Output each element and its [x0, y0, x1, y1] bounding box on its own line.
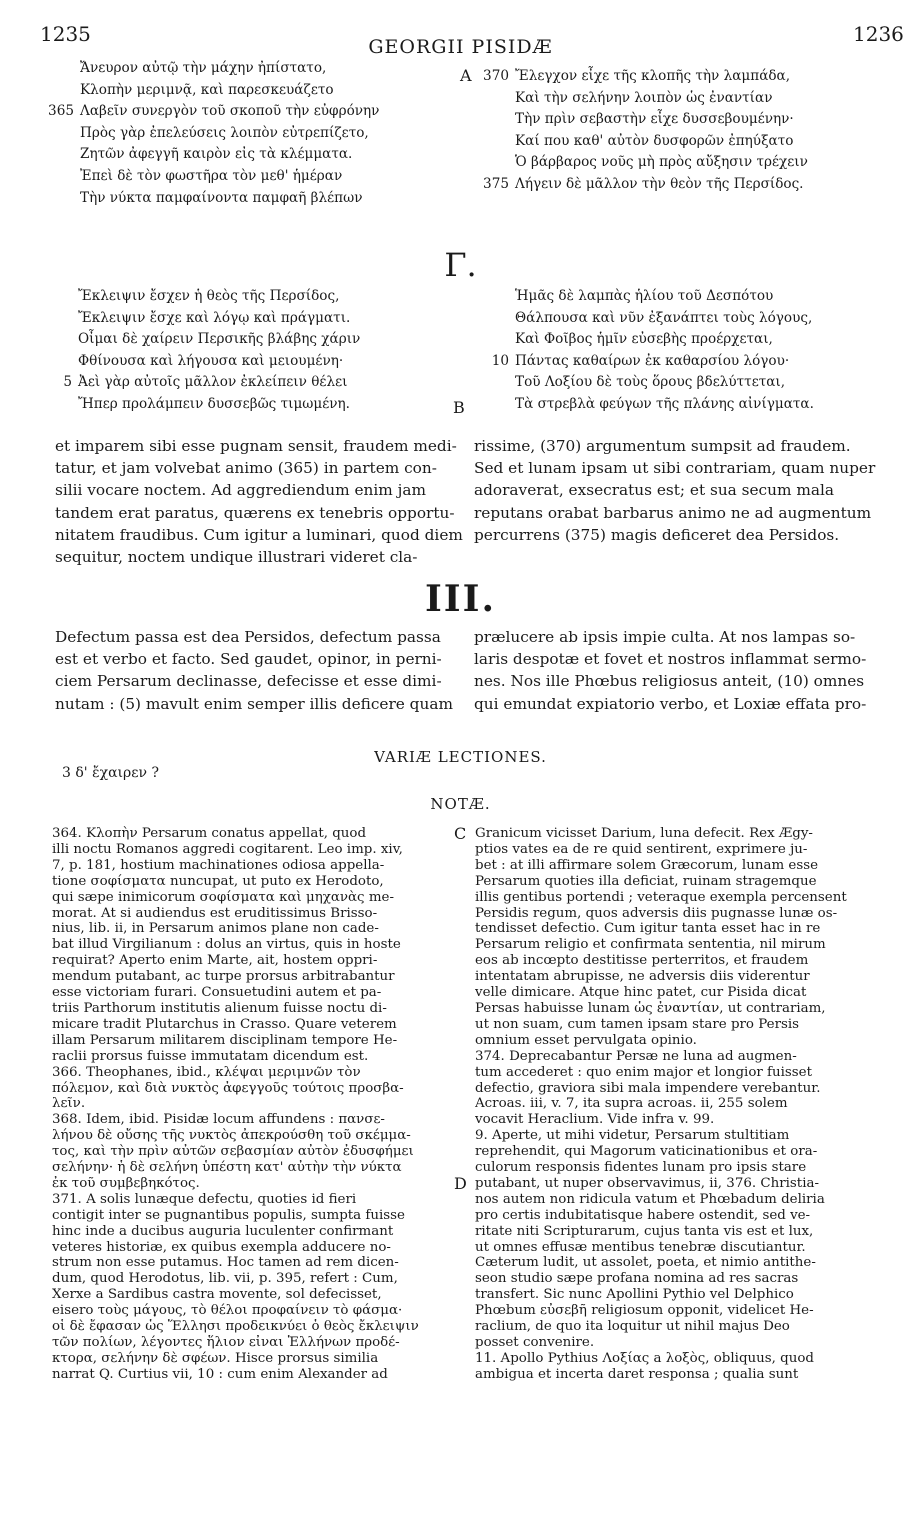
margin-letter-b: B [453, 398, 465, 417]
verse-text: Ὁ βάρβαρος νοῦς μὴ πρὸς αὔξησιν τρέχειν [515, 154, 808, 171]
note-line: pro certis indubitatisque habere ostendit, sed ve- [475, 1207, 811, 1223]
note-line: bat illud Virgilianum : dolus an virtus, quis in hoste [52, 937, 401, 953]
verse-text: Καὶ τὴν σελήνην λοιπὸν ὡς ἐναντίαν [515, 89, 773, 106]
verse-text: Λαβεῖν συνεργὸν τοῦ σκοποῦ τὴν εὐφρόνην [80, 103, 380, 120]
verse-line [515, 329, 814, 351]
note-line: vocavit Heraclium. Vide infra v. 99. [475, 1112, 715, 1128]
verse-text: Φθίνουσα καὶ λήγουσα καὶ μειουμένη· [78, 352, 344, 369]
note-line: 374. Deprecabantur Persæ ne luna ad augmen- [475, 1048, 797, 1064]
note-line: nius, lib. ii, in Persarum animos plane non cade- [52, 921, 379, 937]
verse-line [78, 351, 360, 373]
prose-line: rissime, (370) argumentum sumpsit ad fraudem. [474, 437, 851, 455]
verse-number: 5 [63, 374, 72, 391]
latin-translation-2-left [55, 626, 453, 715]
note-line: Granicum vicisset Darium, luna defecit. Rex Ægy- [475, 826, 813, 841]
note-line: tione σοφίσματα nuncupat, ut puto ex Herodoto, [52, 873, 384, 889]
verse-line [80, 144, 379, 166]
verse-text: Ἤπερ προλάμπειν δυσσεβῶς τιμωμένη. [78, 395, 350, 412]
verse-number: 375 [483, 175, 509, 192]
verse-text: Ἡμᾶς δὲ λαμπὰς ἡλίου τοῦ Δεσπότου [515, 288, 774, 304]
verse-line [483, 66, 808, 88]
verse-text: Κλοπὴν μεριμνᾷ, καὶ παρεσκευάζετο [80, 81, 334, 98]
section-gamma-heading: Γ. [444, 246, 477, 284]
note-line: 364. Κλοπὴν Persarum conatus appellat, quod [52, 826, 367, 841]
note-line: raclium, de quo ita loquitur ut nihil majus Deo [475, 1319, 790, 1335]
note-line: Persidis regum, quos adversis diis pugnasse lunæ os- [475, 905, 838, 921]
verse-line [78, 329, 360, 351]
note-line: tendisset defectio. Cum igitur tanta esset hac in re [475, 921, 821, 937]
note-line: 371. A solis lunæque defectu, quoties id fieri [52, 1191, 357, 1207]
greek-verses-top-right [483, 66, 808, 196]
note-line: ἐκ τοῦ συμβεβηκότος. [52, 1175, 200, 1191]
verse-text: Ἄνευρον αὐτῷ τὴν μάχην ἠπίστατο, [80, 60, 327, 76]
note-line: ritate niti Scripturarum, cujus tanta vis est et lux, [475, 1223, 814, 1239]
note-line: velle dimicare. Atque hinc patet, cur Pisida dicat [475, 985, 807, 1001]
prose-line: nutam : (5) mavult enim semper illis deficere quam [55, 694, 453, 713]
verse-line [515, 308, 814, 330]
note-line: κτορα, σελήνην δὲ σφέων. Hisce prorsus similia [52, 1350, 379, 1366]
note-line: qui sæpe inimicorum σοφίσματα καὶ μηχανὰς me- [52, 889, 394, 905]
verse-text: Τοῦ Λοξίου δὲ τοὺς ὅρους βδελύττεται, [515, 374, 786, 391]
verse-text: Ἔλεγχον εἶχε τῆς κλοπῆς τὴν λαμπάδα, [515, 68, 791, 84]
note-line: defectio, graviora sibi mala impendere verebantur. [475, 1080, 821, 1096]
verse-line [78, 394, 360, 416]
note-line: τος, καὶ τὴν πρὶν αὐτῶν σεβασμίαν αὐτὸν ἐδυσφήμει [52, 1144, 414, 1160]
verse-line [515, 131, 808, 153]
right-page-number: 1236 [853, 22, 904, 46]
verse-text: Οἶμαι δὲ χαίρειν Περσικῆς βλάβης χάριν [78, 331, 361, 348]
note-line: dum, quod Herodotus, lib. vii, p. 395, refert : Cum, [52, 1271, 398, 1287]
note-line: ut non suam, cum tamen ipsam stare pro Persis [475, 1016, 799, 1032]
note-line: intentatam abrupisse, ne adversis diis viderentur [475, 969, 810, 985]
verse-line [515, 88, 808, 110]
note-line: veteres historiæ, ex quibus exempla adducere no- [52, 1239, 391, 1255]
note-line: 11. Apollo Pythius Λοξίας a λοξὸς, obliquus, quod [475, 1350, 814, 1366]
note-line: τῶν πολίων, λέγοντες ἥλιον εἶναι Ἑλλήνων προδέ- [52, 1335, 400, 1350]
latin-translation-1-left [55, 435, 463, 568]
verse-line [515, 372, 814, 394]
latin-translation-1-right [474, 435, 884, 546]
verse-number: 10 [491, 352, 509, 369]
note-line: 366. Theophanes, ibid., κλέψαι μεριμνῶν τὸν [52, 1064, 361, 1080]
verse-line [80, 123, 379, 145]
note-line: illam Persarum militarem disciplinam tempore He- [52, 1032, 398, 1048]
verse-line [491, 351, 814, 373]
verse-line [80, 58, 379, 80]
prose-line: sequitur, noctem undique illustrari videret cla- [55, 548, 418, 567]
note-line: triis Parthorum institutis alienum fuisse noctu di- [52, 1000, 387, 1016]
note-line: bet : at illi affirmare solem Græcorum, lunam esse [475, 857, 818, 873]
note-line: Acroas. iii, v. 7, ita supra acroas. ii, 255 solem [475, 1096, 788, 1112]
note-line: requirat? Aperto enim Marte, ait, hostem oppri- [52, 953, 378, 969]
note-line: οἱ δὲ ἔφασαν ὡς Ἕλλησι προδεικνύει ὁ θεὸς ἔκλειψιν [52, 1319, 419, 1335]
note-line: Cæterum ludit, ut assolet, poeta, et nimio antithe- [475, 1255, 816, 1271]
verse-text: Ἀεὶ γὰρ αὐτοῖς μᾶλλον ἐκλείπειν θέλει [78, 374, 348, 391]
verse-line [48, 101, 380, 123]
verse-text: Θάλπουσα καὶ νῦν ἐξανάπτει τοὺς λόγους, [515, 309, 813, 326]
note-line: seon studio sæpe profana nomina ad res sacras [475, 1271, 799, 1287]
margin-letter-a: A [460, 66, 472, 85]
verse-line [515, 109, 808, 131]
note-line: strum non esse putamus. Hoc tamen ad rem dicen- [52, 1255, 399, 1271]
greek-verses-top-left [48, 58, 380, 209]
verse-text: Ἐπεὶ δὲ τὸν φωστῆρα τὸν μεθ' ἡμέραν [80, 167, 343, 184]
note-line: mendum putabant, ac turpe prorsus arbitrabantur [52, 969, 395, 985]
note-line: ptios vates ea de re quid sentirent, exprimere ju- [475, 841, 808, 857]
note-line: micare tradit Plutarchus in Crasso. Quare veterem [52, 1016, 397, 1032]
variant-reading: 3 δ' ἔχαιρεν ? [62, 765, 159, 781]
greek-verses-mid-left [63, 286, 361, 416]
verse-text: Πάντας καθαίρων ἐκ καθαρσίου λόγου· [515, 352, 790, 369]
notes-right-column [475, 826, 885, 1383]
note-line: Phœbum εὐσεβῆ religiosum opponit, videlicet He- [475, 1303, 814, 1319]
note-line: posset convenire. [475, 1335, 595, 1350]
verse-line [515, 394, 814, 416]
prose-line: et imparem sibi esse pugnam sensit, fraudem medi- [55, 437, 457, 455]
verse-line [63, 372, 360, 394]
prose-line: Sed et lunam ipsam ut sibi contrariam, quam nuper [474, 459, 876, 478]
running-title: GEORGII PISIDÆ [368, 36, 553, 58]
verse-text: Ζητῶν ἀφεγγῆ καιρὸν εἰς τὰ κλέμματα. [80, 146, 353, 163]
verse-number: 370 [483, 68, 509, 84]
verse-text: Τὴν πρὶν σεβαστὴν εἶχε δυσσεβουμένην· [515, 111, 794, 128]
verse-line [80, 166, 379, 188]
section-iii-heading: III. [424, 578, 497, 620]
verse-line [80, 188, 379, 210]
note-line: contigit inter se pugnantibus populis, sumpta fuisse [52, 1207, 405, 1223]
note-line: 9. Aperte, ut mihi videtur, Persarum stultitiam [475, 1128, 790, 1144]
prose-line: nitatem fraudibus. Cum igitur a luminari, quod diem [55, 525, 463, 544]
note-line: 7, p. 181, hostium machinationes odiosa appella- [52, 857, 385, 873]
verse-text: Ἔκλειψιν ἔσχεν ἡ θεὸς τῆς Περσίδος, [78, 288, 340, 304]
note-line: Persarum religio et confirmata sententia, nil mirum [475, 937, 826, 953]
notae-heading: NOTÆ. [430, 795, 491, 813]
note-line: putabant, ut nuper observavimus, ii, 376. Christia- [475, 1175, 819, 1191]
greek-verses-mid-right [491, 286, 814, 416]
verse-number: 365 [48, 103, 74, 120]
prose-line: reputans orabat barbarus animo ne ad augmentum [474, 503, 872, 522]
note-line: Xerxe a Sardibus castra movente, sol defecisset, [52, 1287, 382, 1303]
verse-line [78, 286, 360, 308]
verse-line [80, 80, 379, 102]
verse-line [515, 286, 814, 308]
prose-line: prælucere ab ipsis impie culta. At nos lampas so- [474, 628, 856, 646]
note-line: culorum responsis fidentes lunam pro ipsis stare [475, 1160, 807, 1176]
note-line: narrat Q. Curtius vii, 10 : cum enim Alexander ad [52, 1366, 388, 1382]
prose-line: percurrens (375) magis deficeret dea Persidos. [474, 525, 840, 544]
verse-text: Λήγειν δὲ μᾶλλον τὴν θεὸν τῆς Περσίδος. [515, 175, 804, 192]
note-line: reprehendit, qui Magorum vaticinationibus et ora- [475, 1144, 818, 1160]
note-line: σελήνην· ἡ δὲ σελήνη ὑπέστη κατ' αὐτὴν τὴν νύκτα [52, 1160, 402, 1176]
left-page-number: 1235 [40, 22, 91, 46]
note-line: 368. Idem, ibid. Pisidæ locum affundens : πανσε- [52, 1112, 385, 1128]
prose-line: tatur, et jam volvebat animo (365) in partem con- [55, 459, 437, 478]
note-line: ut omnes effusæ mentibus tenebræ discutiantur. [475, 1239, 806, 1255]
note-line: πόλεμον, καὶ διὰ νυκτὸς ἀφεγγοῦς τούτοις προσβα- [52, 1080, 404, 1096]
prose-line: tandem erat paratus, quærens ex tenebris opportu- [55, 503, 455, 522]
prose-line: silii vocare noctem. Ad aggrediendum enim jam [55, 481, 427, 500]
variae-lectiones-heading: VARIÆ LECTIONES. [374, 748, 547, 766]
verse-text: Ἔκλειψιν ἔσχε καὶ λόγῳ καὶ πράγματι. [78, 309, 351, 326]
verse-text: Τὴν νύκτα παμφαίνοντα παμφαῆ βλέπων [80, 189, 363, 206]
note-line: ambigua et incerta daret responsa ; qualia sunt [475, 1366, 799, 1382]
note-line: λεῖν. [52, 1096, 86, 1112]
margin-letter-d: D [454, 1174, 467, 1193]
note-line: esse victoriam furari. Consuetudini autem et pa- [52, 985, 382, 1001]
note-line: raclii prorsus fuisse immutatam dicendum est. [52, 1048, 369, 1064]
latin-translation-2-right [474, 626, 884, 715]
verse-text: Πρὸς γὰρ ἐπελεύσεις λοιπὸν εὐτρεπίζετο, [80, 124, 369, 141]
verse-text: Καὶ Φοῖβος ἡμῖν εὐσεβὴς προέρχεται, [515, 331, 773, 348]
prose-line: nes. Nos ille Phœbus religiosus anteit, (10) omnes [474, 672, 865, 691]
note-line: omnium esset pervulgata opinio. [475, 1032, 697, 1048]
note-line: transfert. Sic nunc Apollini Pythio vel Delphico [475, 1287, 794, 1303]
verse-line [78, 308, 360, 330]
margin-letter-c: C [454, 824, 467, 843]
prose-line: est et verbo et facto. Sed gaudet, opinor, in perni- [55, 650, 442, 669]
verse-text: Τὰ στρεβλὰ φεύγων τῆς πλάνης αἰνίγματα. [515, 395, 814, 412]
note-line: morat. At si audiendus est eruditissimus Brisso- [52, 905, 378, 921]
note-line: eos ab incœpto destitisse perterritos, et fraudem [475, 953, 809, 969]
prose-line: ciem Persarum declinasse, defecisse et esse dimi- [55, 672, 442, 691]
prose-line: laris despotæ et fovet et nostros inflammat sermo- [474, 650, 867, 669]
prose-line: qui emundat expiatorio verbo, et Loxiæ effata pro- [474, 694, 867, 713]
verse-line [483, 174, 808, 196]
note-line: Persarum quoties illa deficiat, ruinam stragemque [475, 873, 817, 889]
verse-line [515, 152, 808, 174]
prose-line: Defectum passa est dea Persidos, defectum passa [55, 628, 441, 646]
note-line: eisero τοὺς μάγους, τὸ θέλοι προφαίνειν τὸ φάσμα· [52, 1303, 403, 1319]
verse-text: Καί που καθ' αὐτὸν δυσφορῶν ἐπηύξατο [515, 132, 794, 149]
note-line: nos autem non ridicula vatum et Phœbadum deliria [475, 1191, 825, 1207]
note-line: hinc inde a ducibus auguria luculenter confirmant [52, 1223, 394, 1239]
note-line: λήνου δὲ οὔσης τῆς νυκτὸς ἀπεκρούσθη τοῦ σκέμμα- [52, 1128, 411, 1144]
notes-left-column [52, 826, 452, 1383]
note-line: tum accederet : quo enim major et longior fuisset [475, 1064, 812, 1080]
note-line: Persas habuisse lunam ὡς ἐναντίαν, ut contrariam, [475, 1000, 826, 1016]
prose-line: adoraverat, exsecratus est; et sua secum mala [474, 481, 834, 500]
note-line: illis gentibus portendi ; veteraque exempla percensent [475, 889, 847, 905]
note-line: illi noctu Romanos aggredi cogitarent. Leo imp. xiv, [52, 841, 403, 857]
